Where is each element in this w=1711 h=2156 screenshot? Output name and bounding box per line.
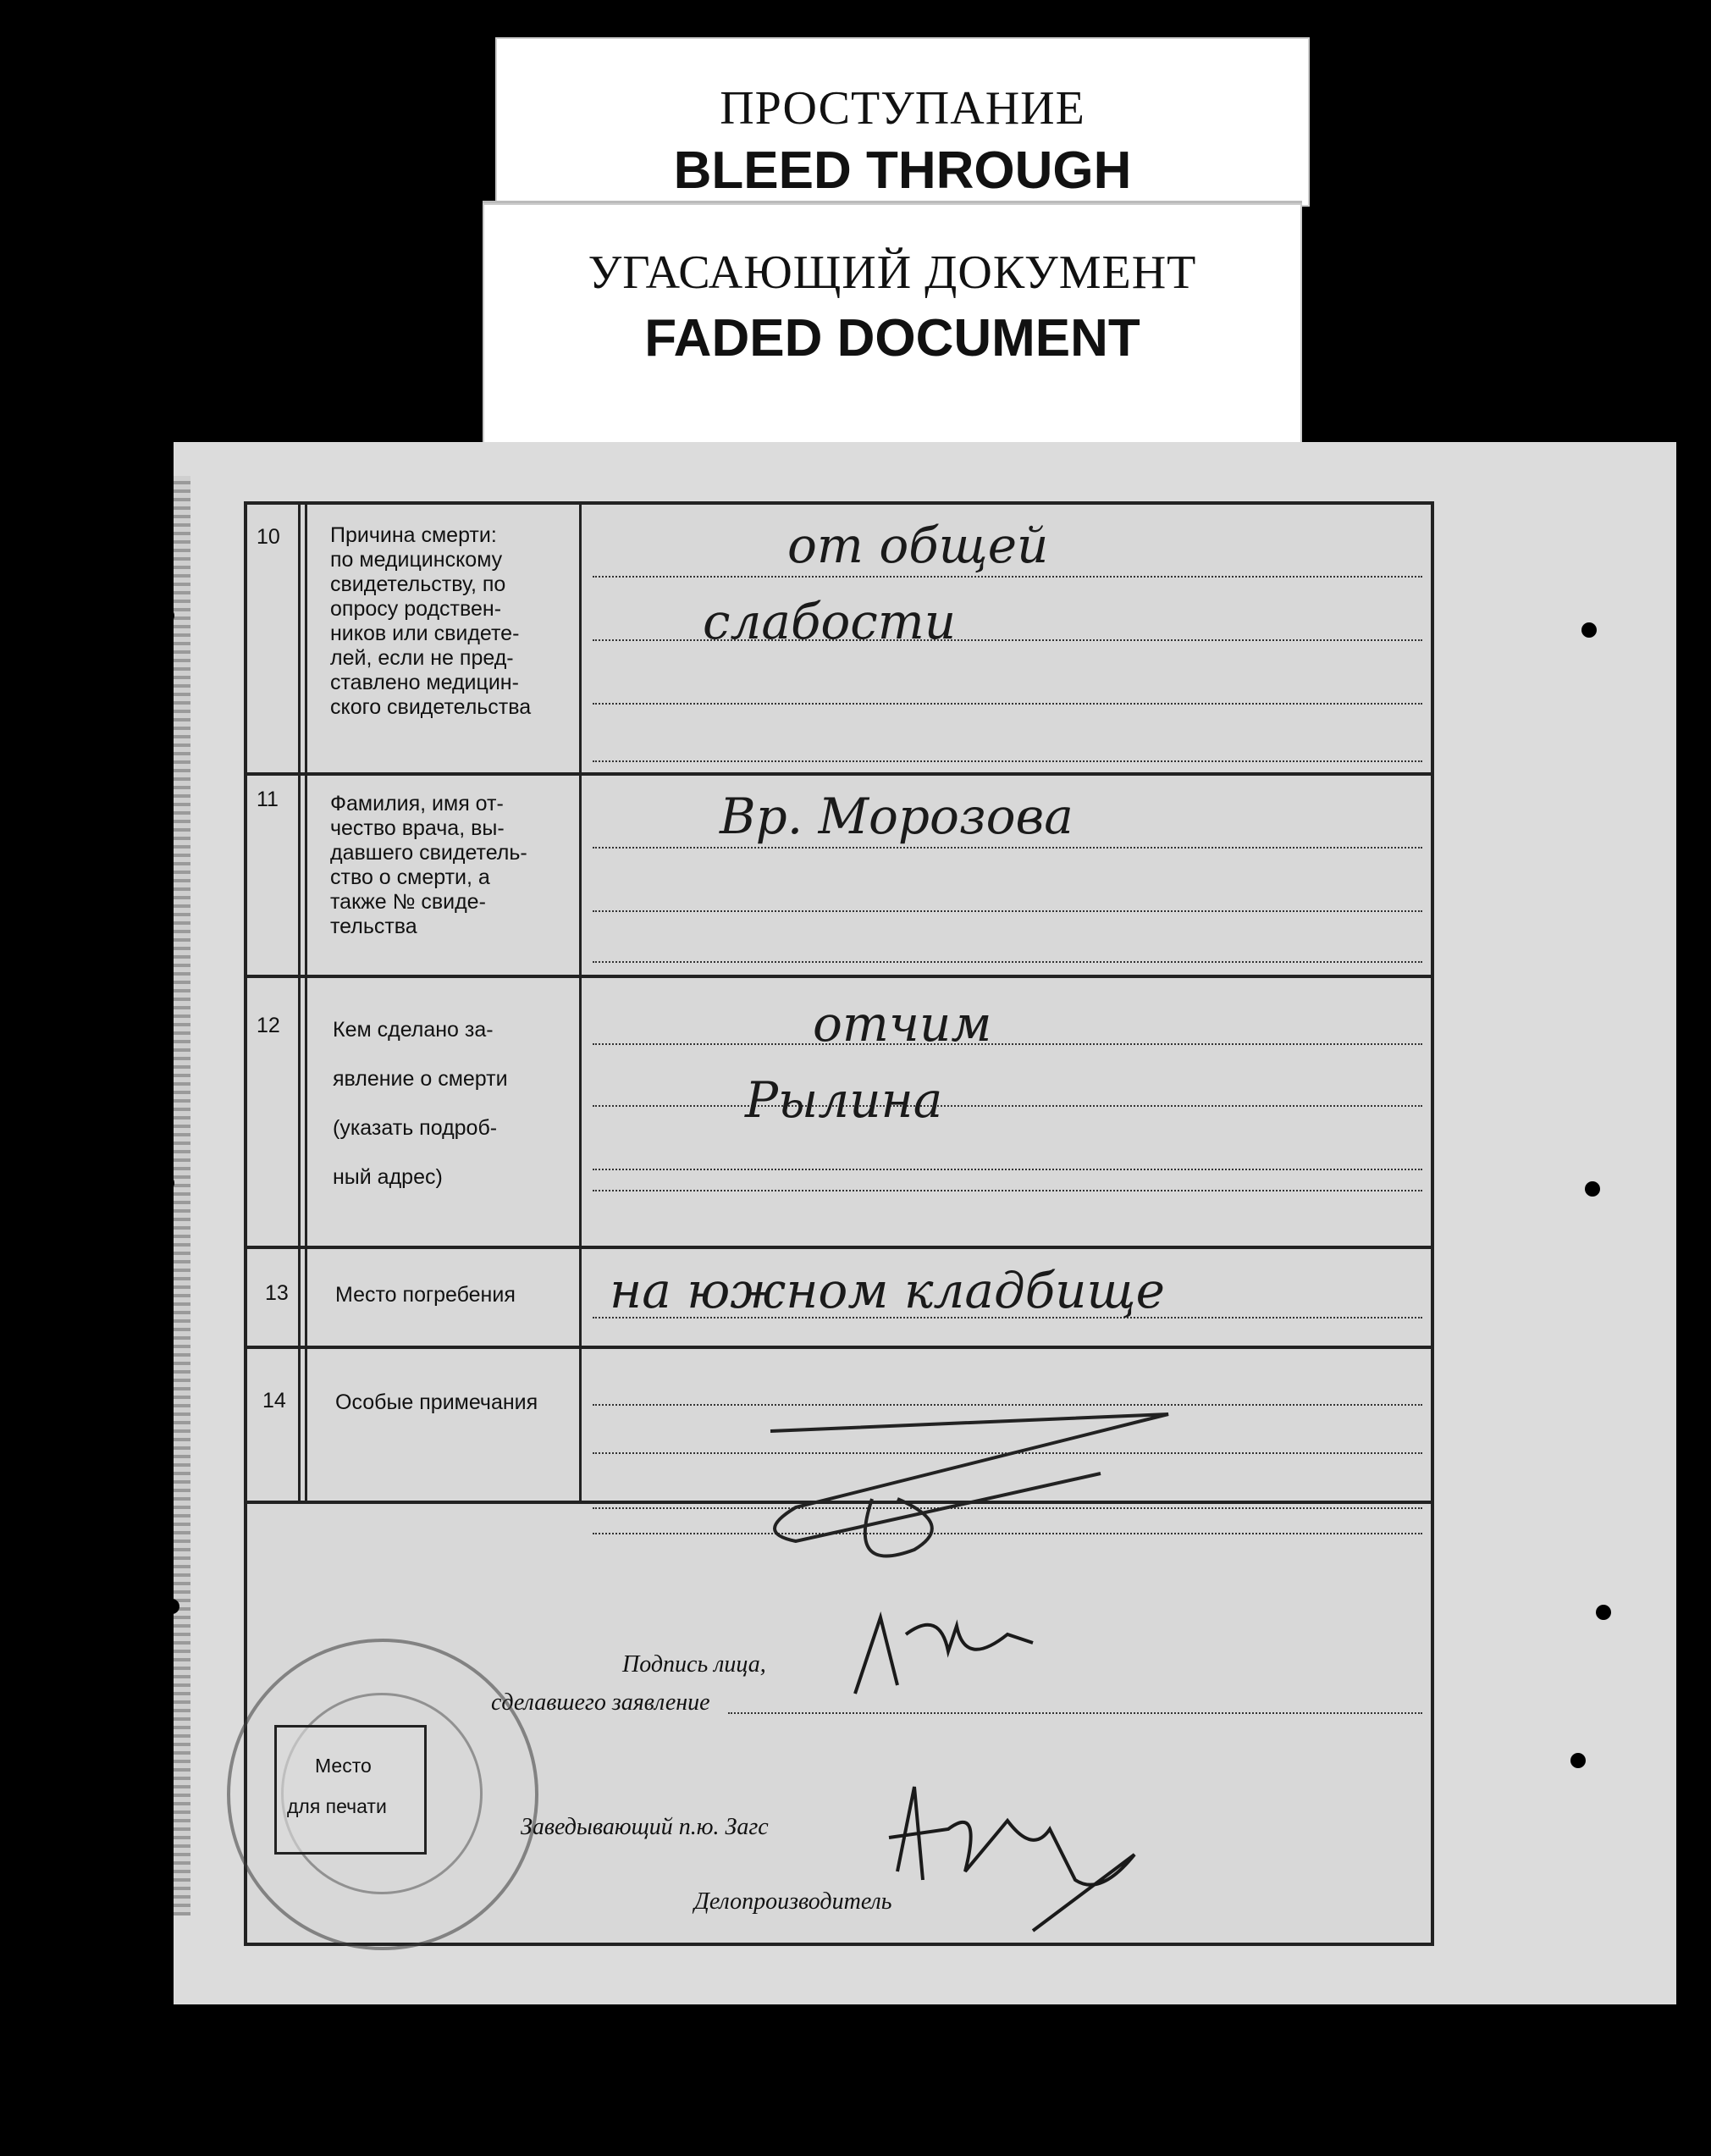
faded-document-en: FADED DOCUMENT: [644, 309, 1140, 368]
bleed-through-en: BLEED THROUGH: [673, 141, 1132, 200]
declarant-signature: [838, 1600, 1058, 1719]
faded-document-card: [483, 203, 1302, 444]
punch-hole: [1585, 1181, 1600, 1197]
head-label: Заведывающий п.ю. Загс: [521, 1814, 769, 1840]
signature-label-1: Подпись лица,: [622, 1651, 766, 1678]
seal-label-2: для печати: [287, 1795, 387, 1817]
dotted-line: [593, 847, 1422, 849]
column-divider: [298, 505, 301, 1504]
perforated-edge: [174, 476, 190, 1916]
row-11-number: 11: [257, 788, 279, 811]
dotted-line: [593, 760, 1422, 762]
bleed-through-card: [495, 37, 1310, 207]
row-divider: [247, 772, 1431, 776]
row-11-label: Фамилия, имя от- чество врача, вы- давшего свидетель- ство о смерти, а также № свиде- тельства: [330, 792, 527, 938]
row-14-label: Особые примечания: [335, 1390, 538, 1414]
row-10-label: Причина смерти: по медицинскому свидетельству, по опросу родствен- ников или свидете- лей, если не пред- ставлено медицин- ского свидетельства: [330, 523, 532, 719]
dotted-line: [593, 1043, 1422, 1045]
row-12-number: 12: [257, 1014, 280, 1037]
dotted-line: [593, 961, 1422, 963]
handwriting-doctor: Вр. Морозова: [720, 788, 1074, 845]
dotted-line: [593, 576, 1422, 578]
row-divider: [247, 1246, 1431, 1249]
dotted-line: [593, 703, 1422, 705]
handwriting-burial-place: на южном кладбище: [610, 1262, 1165, 1319]
head-signature: [880, 1753, 1185, 1948]
seal-label-1: Место: [315, 1755, 372, 1777]
row-divider: [247, 975, 1431, 978]
bleed-through-ru: ПРОСТУПАНИЕ: [720, 82, 1085, 135]
dotted-line: [593, 1169, 1422, 1170]
handwriting-declarant-1: отчим: [813, 995, 992, 1053]
handwriting-cause-1: от общей: [787, 517, 1049, 574]
strike-scribble: [745, 1406, 1219, 1575]
signature-label-2: сделавшего заявление: [491, 1689, 710, 1716]
punch-hole: [159, 1175, 174, 1191]
row-13-number: 13: [265, 1281, 289, 1305]
clerk-label: Делопроизводитель: [694, 1888, 892, 1915]
row-14-number: 14: [262, 1389, 286, 1412]
punch-hole: [164, 1599, 179, 1614]
punch-hole: [1570, 1753, 1586, 1768]
dotted-line: [593, 1190, 1422, 1191]
dotted-line: [593, 1105, 1422, 1107]
column-divider: [305, 505, 307, 1504]
punch-hole: [1581, 622, 1597, 638]
punch-hole: [1596, 1605, 1611, 1620]
seal-placeholder-box: [274, 1725, 427, 1855]
faded-document-ru: УГАСАЮЩИЙ ДОКУМЕНТ: [588, 246, 1197, 299]
handwriting-cause-2: слабости: [703, 593, 957, 650]
row-10-number: 10: [257, 525, 280, 549]
row-12-label: Кем сделано за- явление о смерти (указать подроб- ный адрес): [333, 1018, 508, 1189]
dotted-line: [593, 910, 1422, 912]
row-divider: [247, 1346, 1431, 1349]
dotted-line: [728, 1712, 1422, 1714]
handwriting-declarant-2: Рылина: [745, 1071, 943, 1129]
punch-hole: [159, 608, 174, 623]
column-divider: [579, 505, 582, 1504]
row-13-label: Место погребения: [335, 1283, 516, 1307]
